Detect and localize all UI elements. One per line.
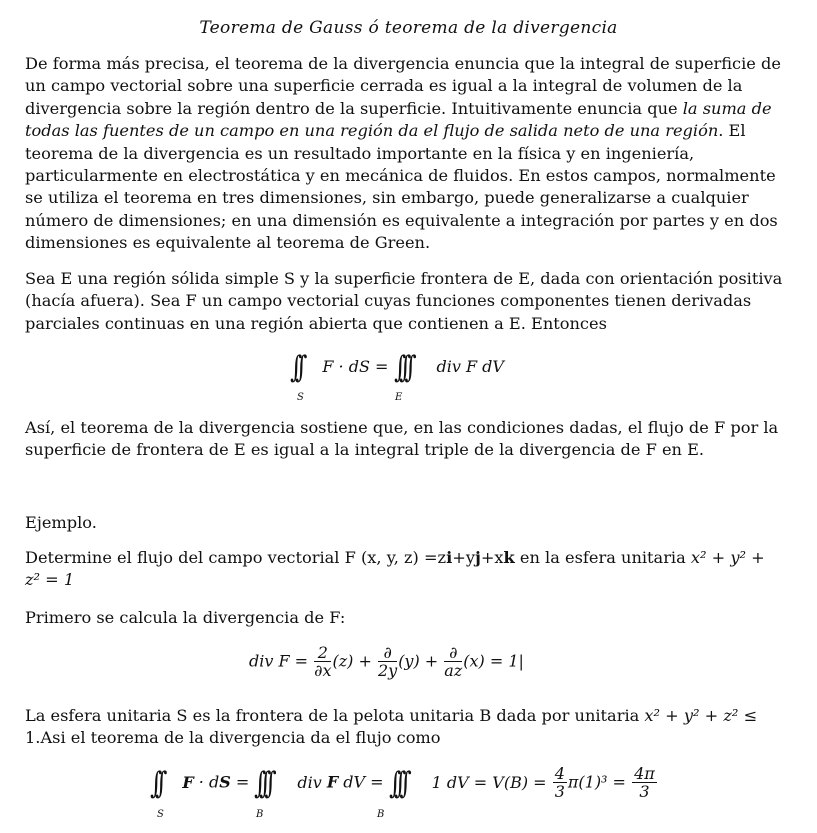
double-integral-symbol-2: ∫∫ (150, 765, 161, 801)
fraction-2-denominator: 2y (377, 661, 398, 680)
eq3-dot-d: · d (193, 772, 220, 792)
eq3-vector-s: S (219, 772, 231, 792)
eq3-subscript-b2: B (377, 809, 385, 820)
eq1-subscript-s: S (297, 392, 304, 403)
unit-vector-i: i (446, 548, 453, 567)
eq2-lhs: div F = (249, 651, 309, 671)
problem-text-b: +y (452, 548, 475, 567)
problem-text-c: +x (480, 548, 504, 567)
paragraph-step1: Primero se calcula la divergencia de F: (25, 608, 346, 627)
paragraph-conclusion: Así, el teorema de la divergencia sostiene que, en las condiciones dadas, el flujo de F por la superficie de frontera de E es igual a la integral triple de la divergencia de F en E. (25, 418, 779, 460)
fraction-3-denominator: az (444, 661, 463, 680)
sphere-text-a: La esfera unitaria S es la frontera de la pelota unitaria B dada por unitaria (25, 706, 645, 725)
triple-integral-symbol: ∫∫∫ (393, 350, 410, 385)
equation-flux-result (150, 765, 658, 801)
fraction-1-denominator: ∂x (314, 661, 332, 680)
eq3-pi-term: π(1)³ = (567, 772, 626, 792)
double-integral-symbol: ∫∫ (290, 350, 301, 385)
triple-integral-symbol-2: ∫∫∫ (254, 765, 270, 801)
eq1-subscript-e: E (395, 392, 403, 403)
eq1-lhs: F · dS = (322, 357, 389, 376)
intro-italic-text: la suma de todas las fuentes de un campo en una región da el flujo de salida neto de una región (25, 98, 772, 141)
unit-vector-j: j (474, 548, 481, 567)
fraction-result (632, 765, 657, 801)
problem-text-d: en la esfera unitaria (514, 548, 691, 567)
fraction-3-numerator: ∂ (444, 644, 462, 662)
fraction-1-numerator: 2 (314, 644, 331, 662)
sphere-equation-part1: x² + y² + (690, 548, 765, 567)
fraction-result-denominator: 3 (639, 782, 650, 801)
eq3-dv: dV = (338, 772, 384, 792)
sphere-text-b: 1.Asi el teorema de la divergencia da el flujo como (25, 728, 441, 748)
eq3-subscript-s: S (157, 809, 164, 820)
eq3-vector-f2: F (326, 772, 339, 792)
fraction-1 (314, 644, 331, 680)
unit-vector-k: k (503, 548, 515, 567)
triple-integral-symbol-3: ∫∫∫ (388, 765, 405, 801)
fraction-four-thirds-denominator: 3 (554, 782, 565, 801)
paragraph-definition: Sea E una región sólida simple S y la superficie frontera de E, dada con orientación positiva (hacía afuera). Sea F un campo vectorial cuyas funciones componentes tienen derivadas parciales continuas en una región abierta que contienen a E. Entonces (25, 269, 783, 333)
fraction-four-thirds-numerator: 4 (554, 764, 565, 783)
problem-text-a: Determine el flujo del campo vectorial F (x, y, z) =z (25, 548, 447, 567)
eq3-equals-1: = (230, 772, 250, 792)
fraction-2 (378, 644, 397, 680)
document-title: Teorema de Gauss ó teorema de la divergencia (199, 18, 618, 38)
ball-inequality: x² + y² + z² ≤ (644, 706, 758, 725)
eq3-subscript-b1: B (256, 809, 264, 820)
eq3-div: div (297, 772, 327, 792)
fraction-3 (444, 644, 462, 680)
intro-text-a: De forma más precisa, el teorema de la divergencia enuncia que la integral de superficie de un campo vectorial sobre una superficie cerrada es igual a la integral de volumen de la divergencia sobre la región dentro de la superficie. Intuitivamente enuncia que (25, 54, 781, 118)
paragraph-intro (25, 53, 795, 255)
eq2-term-2: (y) + (398, 651, 439, 671)
eq1-rhs: div F dV (436, 357, 504, 376)
eq2-term-3: (x) = 1 (463, 651, 519, 671)
eq2-term-1: (z) + (332, 651, 372, 671)
fraction-result-numerator: 4π (634, 764, 655, 783)
fraction-four-thirds (553, 765, 567, 801)
eq3-volume: 1 dV = V(B) = (431, 772, 547, 792)
sphere-equation-part2: z² = 1 (25, 570, 75, 590)
text-cursor: | (518, 651, 524, 671)
intro-text-c: . El teorema de la divergencia es un resultado importante en la física y en ingeniería, particularmente en electrostática y en mecánica de fluidos. En estos campos, normalmente se utiliza el teorema en tres dimensiones, sin embargo, puede generalizarse a cualquier número de dimensiones; en una dimensión es equivalente a integración por partes y en dos dimensiones es equivalente al teorema de Green. (25, 121, 778, 253)
eq3-vector-f: F (182, 772, 194, 792)
paragraph-problem (25, 547, 795, 592)
example-heading: Ejemplo. (25, 513, 97, 532)
paragraph-sphere (25, 705, 795, 750)
fraction-2-numerator: ∂ (378, 644, 397, 662)
equation-divergence-theorem (290, 350, 504, 385)
equation-divergence-calc (249, 644, 524, 680)
